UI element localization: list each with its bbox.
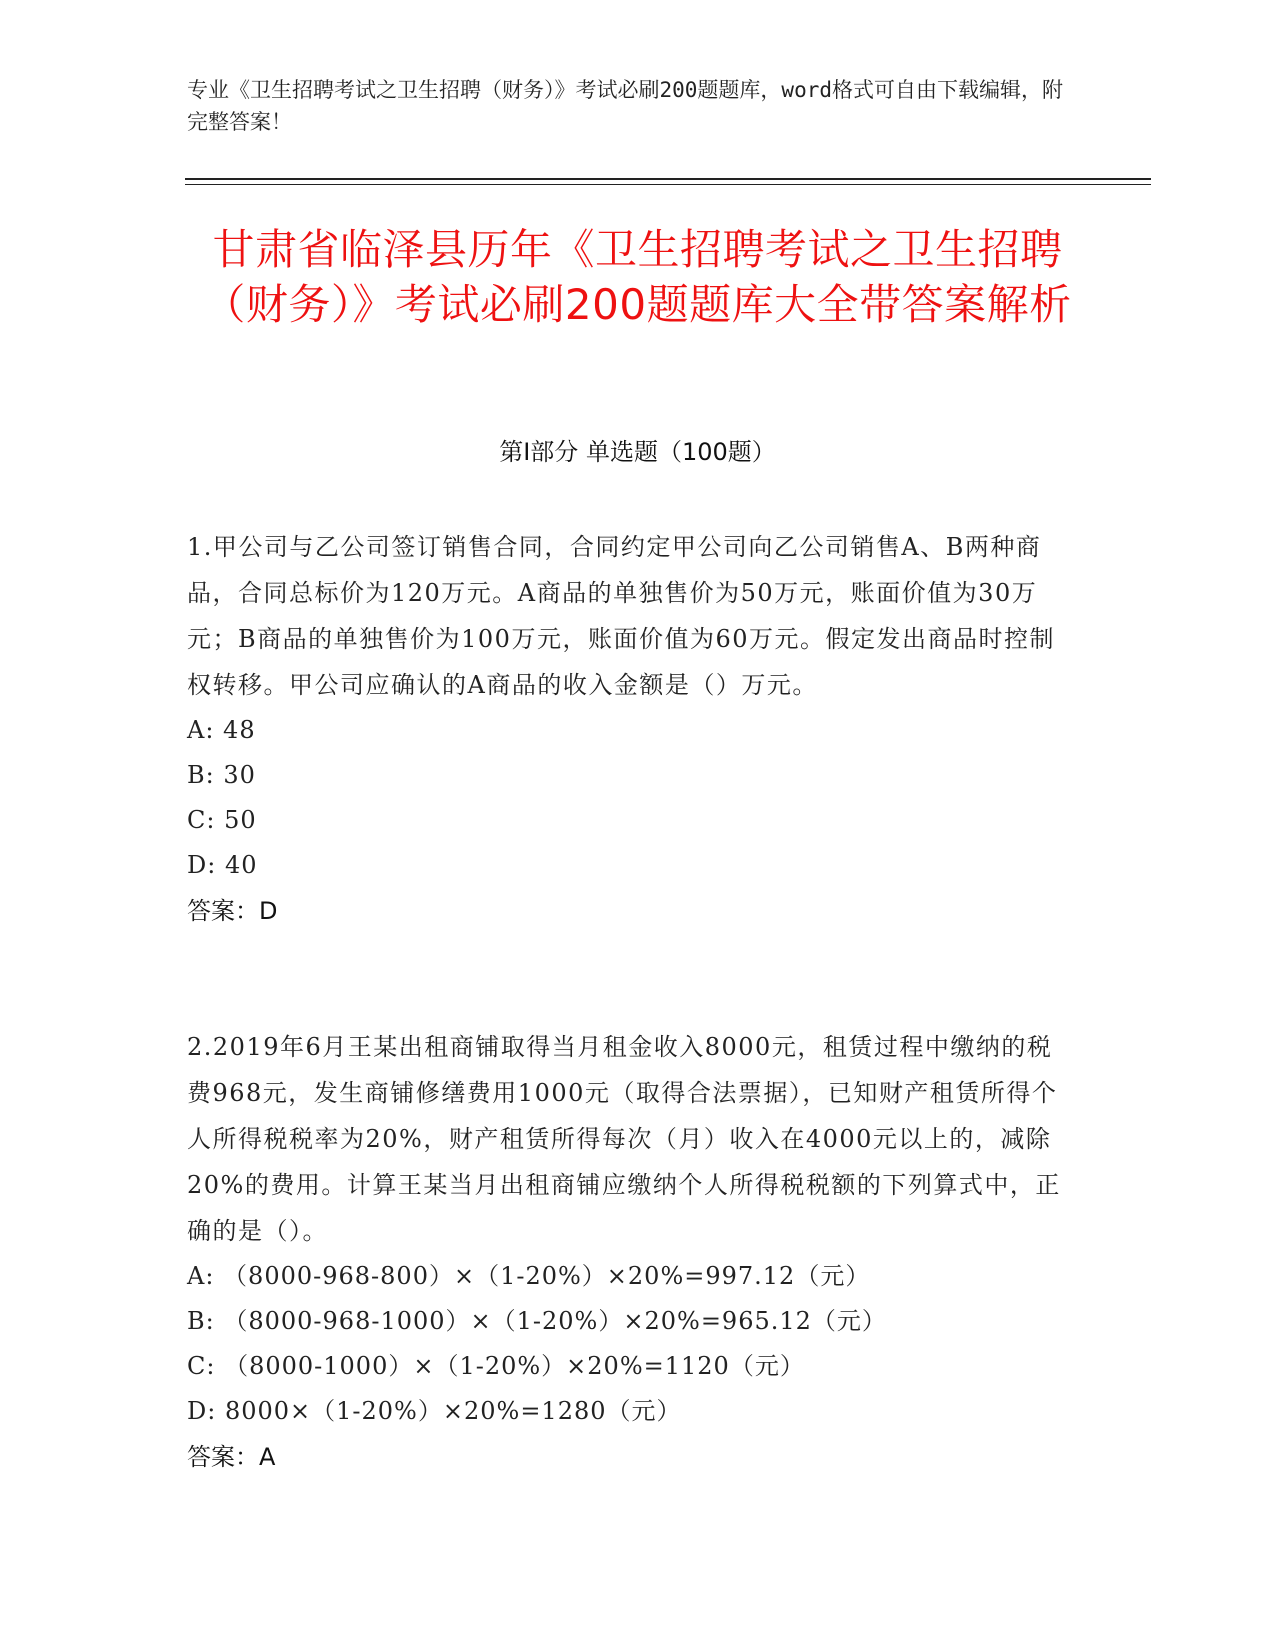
option-c: C: 50 (187, 806, 257, 834)
option-a: A: （8000-968-800）×（1-20%）×20%=997.12（元） (187, 1262, 871, 1290)
answer: 答案：A (187, 1443, 276, 1471)
header-rule-thick (185, 178, 1151, 180)
option-b: B: （8000-968-1000）×（1-20%）×20%=965.12（元） (187, 1307, 887, 1335)
section-title: 第Ⅰ部分 单选题（100题） (499, 438, 776, 466)
option-b: B: 30 (187, 761, 256, 789)
answer: 答案：D (187, 897, 278, 925)
header-note: 专业《卫生招聘考试之卫生招聘（财务）》考试必刷200题题库，word格式可自由下载编辑，附完整答案！ (187, 78, 1063, 134)
question-1 (187, 524, 1077, 934)
header-rule-thin (185, 184, 1151, 185)
option-d: D: 8000×（1-20%）×20%=1280（元） (187, 1397, 682, 1425)
option-d: D: 40 (187, 851, 258, 879)
option-c: C: （8000-1000）×（1-20%）×20%=1120（元） (187, 1352, 805, 1380)
option-a: A: 48 (187, 716, 256, 744)
question-2 (187, 1024, 1077, 1480)
document-title: 甘肃省临泽县历年《卫生招聘考试之卫生招聘（财务）》考试必刷200题题库大全带答案解析 (203, 225, 1072, 329)
question-stem: 2.2019年6月王某出租商铺取得当月租金收入8000元，租赁过程中缴纳的税费968元，发生商铺修缮费用1000元（取得合法票据），已知财产租赁所得个人所得税税率为20%，财产租赁所得每次（月）收入在4000元以上的，减除20%的费用。计算王某当月出租商铺应缴纳个人所得税税额的下列算式中，正确的是（）。 (187, 1033, 1061, 1245)
question-stem: 1.甲公司与乙公司签订销售合同，合同约定甲公司向乙公司销售A、B两种商品，合同总标价为120万元。A商品的单独售价为50万元，账面价值为30万元；B商品的单独售价为100万元，账面价值为60万元。假定发出商品时控制权转移。甲公司应确认的A商品的收入金额是（）万元。 (187, 533, 1055, 699)
